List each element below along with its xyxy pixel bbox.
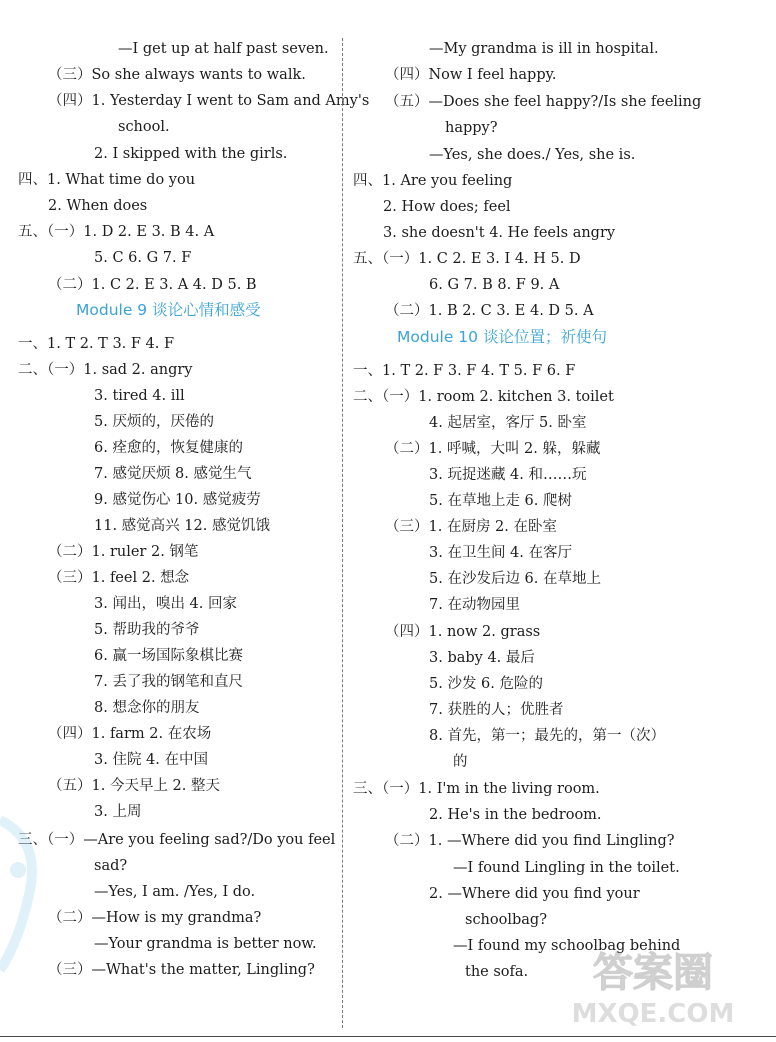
answer-line: 二、（一）1. sad 2. angry <box>18 362 193 378</box>
answer-line: 8. 首先，第一；最先的，第一（次） <box>429 728 665 744</box>
answer-line: 5. 厌烦的，厌倦的 <box>94 414 214 430</box>
answer-line: 4. 起居室，客厅 5. 卧室 <box>429 415 587 431</box>
answer-line: schoolbag? <box>465 912 547 928</box>
answer-line: 二、（一）1. room 2. kitchen 3. toilet <box>353 389 614 405</box>
answer-line: 6. 赢一场国际象棋比赛 <box>94 648 243 664</box>
answer-line: 3. baby 4. 最后 <box>429 650 535 666</box>
answer-line: （二）1. C 2. E 3. A 4. D 5. B <box>48 277 257 293</box>
answer-line: the sofa. <box>465 964 529 980</box>
watermark-url: MXQE.COM <box>571 999 735 1029</box>
answer-line: —I found my schoolbag behind <box>453 938 681 954</box>
answer-line: sad? <box>94 858 128 874</box>
answer-line: （二）1. ruler 2. 钢笔 <box>48 544 199 560</box>
answer-line: （三）1. feel 2. 想念 <box>48 570 190 586</box>
left-column <box>0 0 370 1042</box>
answer-line: 3. 玩捉迷藏 4. 和……玩 <box>429 467 587 483</box>
answer-line: 7. 在动物园里 <box>429 597 520 613</box>
answer-line: 五、（一）1. D 2. E 3. B 4. A <box>18 224 215 240</box>
answer-line: —I get up at half past seven. <box>118 41 329 57</box>
answer-line: 2. How does; feel <box>383 199 511 215</box>
answer-line: 一、1. T 2. F 3. F 4. T 5. F 6. F <box>353 363 576 379</box>
column-divider <box>342 38 343 1028</box>
answer-line: （五）1. 今天早上 2. 整天 <box>48 778 220 794</box>
answer-line: 四、1. What time do you <box>18 172 196 188</box>
answer-line: 6. G 7. B 8. F 9. A <box>429 277 560 293</box>
answer-line: 2. He's in the bedroom. <box>429 807 602 823</box>
answer-line: （四）1. now 2. grass <box>385 624 541 640</box>
answer-line: 2. —Where did you find your <box>429 886 640 902</box>
answer-line: 3. 在卫生间 4. 在客厅 <box>429 545 572 561</box>
answer-line: 3. 住院 4. 在中国 <box>94 752 208 768</box>
bottom-rule <box>0 1036 776 1037</box>
answer-line: —Yes, I am. /Yes, I do. <box>94 884 256 900</box>
answer-line: 8. 想念你的朋友 <box>94 700 200 716</box>
answer-line: （四）1. Yesterday I went to Sam and Amy's <box>48 93 370 109</box>
answer-line: 3. she doesn't 4. He feels angry <box>383 225 616 241</box>
answer-line: （二）—How is my grandma? <box>48 910 262 926</box>
answer-line: 6. 痊愈的，恢复健康的 <box>94 440 243 456</box>
answer-line: school. <box>118 119 170 135</box>
answer-line: （四）1. farm 2. 在农场 <box>48 726 212 742</box>
answer-line: —I found Lingling in the toilet. <box>453 860 680 876</box>
answer-line: 5. 帮助我的爷爷 <box>94 622 200 638</box>
answer-line: 五、（一）1. C 2. E 3. I 4. H 5. D <box>353 251 581 267</box>
answer-line: —My grandma is ill in hospital. <box>429 41 659 57</box>
answer-line: 5. 在草地上走 6. 爬树 <box>429 493 572 509</box>
module-heading: Module 10 谈论位置；祈使句 <box>397 328 607 346</box>
module-heading: Module 9 谈论心情和感受 <box>76 301 261 319</box>
answer-line: —Your grandma is better now. <box>94 936 317 952</box>
answer-line: （三）—What's the matter, Lingling? <box>48 962 315 978</box>
answer-line: （四）Now I feel happy. <box>385 67 557 83</box>
answer-line: （二）1. —Where did you find Lingling? <box>385 833 675 849</box>
answer-line: （二）1. B 2. C 3. E 4. D 5. A <box>385 303 594 319</box>
answer-line: 5. 沙发 6. 危险的 <box>429 676 543 692</box>
answer-line: 三、（一）—Are you feeling sad?/Do you feel <box>18 832 336 848</box>
answer-line: 3. 闻出，嗅出 4. 回家 <box>94 596 237 612</box>
answer-line: 的 <box>453 754 468 770</box>
answer-line: （三）1. 在厨房 2. 在卧室 <box>385 519 557 535</box>
right-column <box>345 0 776 1042</box>
answer-line: 5. C 6. G 7. F <box>94 250 192 266</box>
answer-line: 3. 上周 <box>94 804 142 820</box>
answer-line: （三）So she always wants to walk. <box>48 67 306 83</box>
answer-line: 四、1. Are you feeling <box>353 173 513 189</box>
answer-line: 3. tired 4. ill <box>94 388 185 404</box>
answer-line: —Yes, she does./ Yes, she is. <box>429 147 636 163</box>
answer-line: 7. 丢了我的钢笔和直尺 <box>94 674 243 690</box>
answer-line: 7. 获胜的人；优胜者 <box>429 702 564 718</box>
answer-line: happy? <box>445 120 498 136</box>
answer-line: 2. I skipped with the girls. <box>94 146 288 162</box>
watermark-title: 答案圈 <box>593 950 713 996</box>
answer-line: 5. 在沙发后边 6. 在草地上 <box>429 571 601 587</box>
answer-line: 一、1. T 2. T 3. F 4. F <box>18 336 175 352</box>
answer-line: 三、（一）1. I'm in the living room. <box>353 781 600 797</box>
answer-line: （二）1. 呼喊，大叫 2. 躲，躲藏 <box>385 441 601 457</box>
answer-line: （五）—Does she feel happy?/Is she feeling <box>385 94 702 110</box>
answer-line: 11. 感觉高兴 12. 感觉饥饿 <box>94 518 270 534</box>
answer-line: 2. When does <box>48 198 148 214</box>
answer-line: 9. 感觉伤心 10. 感觉疲劳 <box>94 492 261 508</box>
answer-line: 7. 感觉厌烦 8. 感觉生气 <box>94 466 252 482</box>
